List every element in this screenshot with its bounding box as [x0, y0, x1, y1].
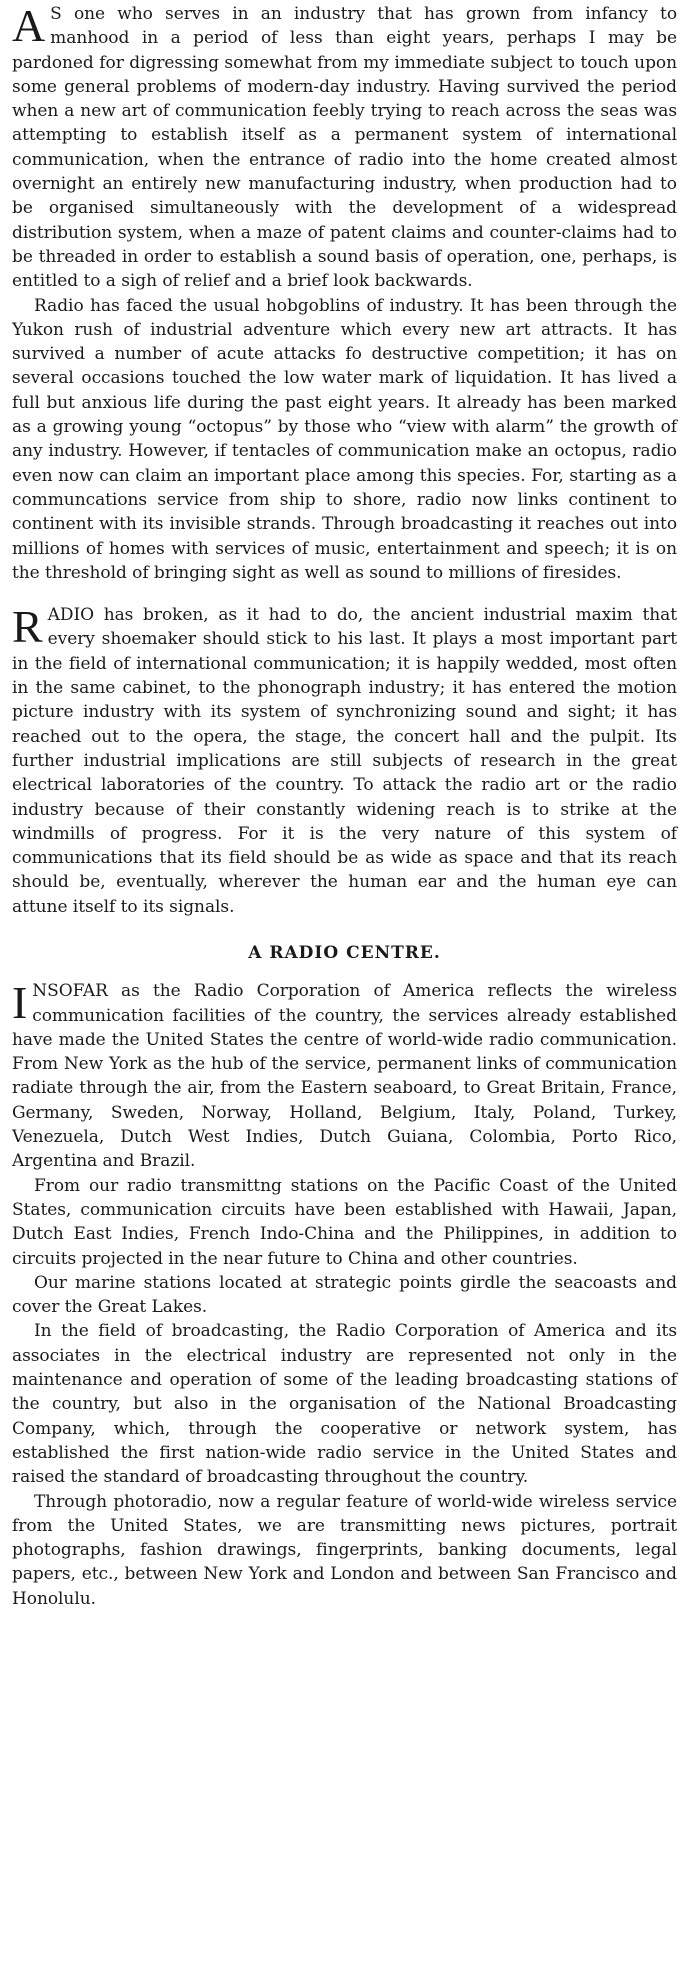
paragraph-hobgoblins: Radio has faced the usual hobgoblins of industry. It has been through the Yukon rush of industrial adventure which every new art attracts. It has survived a number of acute attacks fo destructive competition; it has on several occasions touched the low water mark of liquidation. It has lived a full but anxious life during the past eight years. It already has been marked as a growing young “octopus” by those who “view with alarm” the growth of any industry. However, if tentacles of communication make an octopus, radio even now can claim an important place among this species. For, starting as a communcations service from ship to shore, radio now links continent to continent with its invisible strands. Through broadcasting it reaches out into millions of homes with services of music, entertainment and speech; it is on the threshold of bringing sight as well as sound to millions of firesides. — [12, 295, 677, 583]
drop-cap-a: A — [12, 0, 46, 51]
drop-cap-i: I — [12, 977, 28, 1029]
section-heading: A RADIO CENTRE. — [248, 942, 441, 963]
paragraph-insofar-text: NSOFAR as the Radio Corporation of America reflects the wireless communication facilities of the country, the services already established have made the United States the centre of world-wide radio communication. From New York as the hub of the service, permanent links of communication radiate through the air, from the Eastern seaboard, to Great Britain, France, Germany, Sweden, Norway, Holland, Belgium, Italy, Poland, Turkey, Venezuela, Dutch West Indies, Dutch Guiana, Colombia, Porto Rico, Argentina and Brazil. — [12, 981, 677, 1172]
paragraph-radio-broken — [12, 603, 677, 919]
paragraph-photoradio: Through photoradio, now a regular feature of world-wide wireless service from the United States, we are transmitting news pictures, portrait photographs, fashion drawings, fingerprints, banking documents, legal papers, etc., between New York and London and between San Francisco and Honolulu. — [12, 1491, 677, 1609]
paragraph-radio-broken-text: ADIO has broken, as it had to do, the ancient industrial maxim that every shoemaker should stick to his last. It plays a most important part in the field of international communication; it is happily wedded, most often in the same cabinet, to the phonograph industry; it has entered the motion picture industry with its system of synchronizing sound and sight; it has reached out to the opera, the stage, the concert hall and the pulpit. Its further industrial implications are still subjects of research in the great electrical laboratories of the country. To attack the radio art or the radio industry because of their constantly widening reach is to strike at the windmills of progress. For it is the very nature of this system of communications that its field should be as wide as space and that its reach should be, eventually, wherever the human ear and the human eye can attune itself to its signals. — [12, 605, 677, 917]
drop-cap-r: R — [12, 601, 43, 653]
paragraph-intro-text: S one who serves in an industry that has grown from infancy to manhood in a period of less than eight years, perhaps I may be pardoned for digressing somewhat from my immediate subject to touch upon some general problems of modern-day industry. Having survived the period when a new art of communication feebly trying to reach across the seas was attempting to establish itself as a permanent system of international communication, when the entrance of radio into the home created almost overnight an entirely new manufacturing industry, when production had to be organised simultaneously with the development of a widespread distribution system, when a maze of patent claims and counter-claims had to be threaded in order to establish a sound basis of operation, one, perhaps, is entitled to a sigh of relief and a brief look backwards. — [12, 4, 677, 292]
paragraph-insofar — [12, 979, 677, 1173]
paragraph-intro — [12, 2, 677, 294]
paragraph-broadcasting: In the field of broadcasting, the Radio Corporation of America and its associates in the electrical industry are represented not only in the maintenance and operation of some of the leading broadcasting stations of the country, but also in the organisation of the National Broadcasting Company, which, through the cooperative or network system, has established the first nation-wide radio service in the United States and raised the standard of broadcasting throughout the country. — [12, 1321, 677, 1488]
paragraph-pacific: From our radio transmittng stations on the Pacific Coast of the United States, communication circuits have been established with Hawaii, Japan, Dutch East Indies, French Indo-China and the Philippines, in addition to circuits projected in the near future to China and other countries. — [12, 1175, 677, 1269]
paragraph-marine: Our marine stations located at strategic points girdle the seacoasts and cover the Great Lakes. — [12, 1272, 677, 1318]
